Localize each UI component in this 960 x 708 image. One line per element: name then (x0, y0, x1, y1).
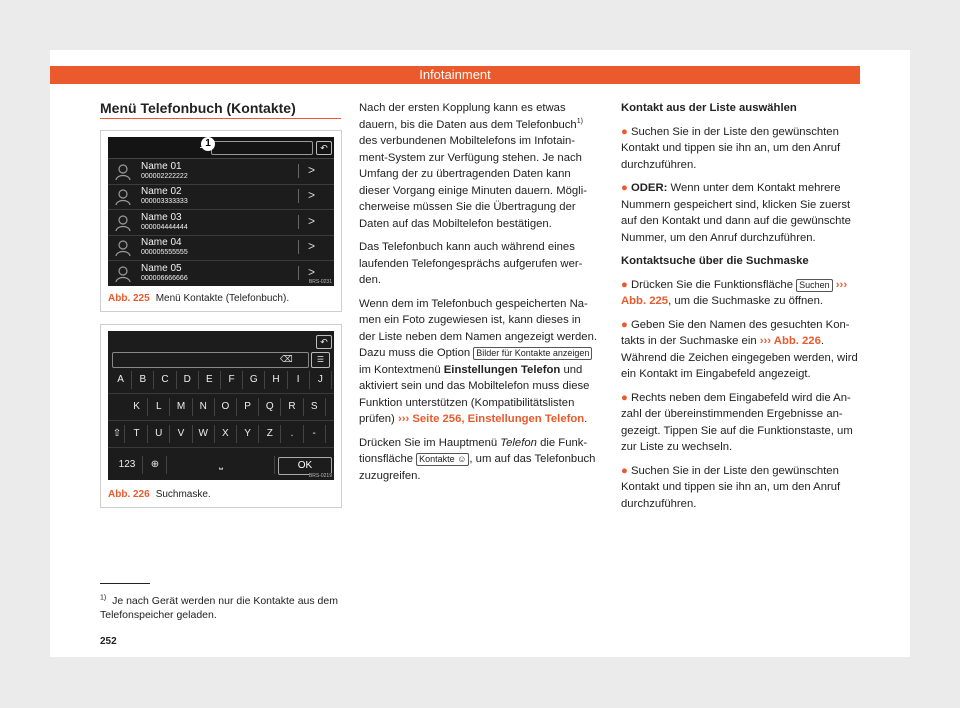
keyboard-screen (108, 331, 334, 480)
bullet-icon: ● (621, 278, 628, 291)
bullet-icon: ● (621, 391, 628, 404)
key[interactable]: P (237, 398, 259, 416)
key[interactable]: R (281, 398, 303, 416)
contact-name: Name 05 (141, 262, 182, 274)
page-reference: ››› Seite 256, Einstellungen Telefon (397, 413, 585, 425)
key[interactable]: V (170, 425, 192, 443)
contact-number: 000002222222 (141, 173, 188, 180)
bullet-item: ● Suchen Sie in der Liste den gewünschten Kontakt und tippen sie ihn an, um den Anruf durchzuführen. (621, 125, 841, 171)
person-icon (113, 188, 133, 206)
key[interactable]: . (281, 425, 303, 443)
contacts-screen (108, 137, 334, 286)
row-divider (298, 266, 299, 280)
key[interactable]: F (221, 371, 243, 389)
show-contact-images-option: Bilder für Kontakte anzeigen (473, 347, 592, 360)
keyboard-topbar (108, 331, 334, 350)
callout-marker: 1 (201, 137, 215, 151)
key[interactable]: N (193, 398, 215, 416)
contact-name: Name 02 (141, 186, 182, 198)
paragraph: Wenn dem im Telefonbuch gespeicherten Namen ein Foto zugewiesen ist, kann dieses in der Liste neben dem Namen angezeigt werden. Dazu muss die Option Bilder für Kontakte anzeigen im Kontextmenü Einstellungen Telefon und aktiviert sein und das Mobiltelefon muss diese Funktion unterstützen (Kompatibilitätslisten prüfen) ››› Seite 256, Einstellungen Telefon. (359, 297, 598, 425)
paragraph: Das Telefonbuch kann auch während eines laufenden Telefongesprächs aufgerufen werden. (359, 241, 583, 286)
key-row-divider (108, 447, 334, 448)
search-button[interactable] (211, 141, 313, 155)
key[interactable]: B (132, 371, 154, 389)
page-number: 252 (100, 636, 117, 647)
person-icon (113, 239, 133, 257)
space-key[interactable]: ⎵ (168, 456, 275, 474)
key[interactable]: W (193, 425, 215, 443)
contacts-topbar (108, 137, 334, 159)
chevron-right-icon[interactable]: > (308, 213, 316, 228)
key[interactable]: H (265, 371, 287, 389)
key-row-divider (108, 420, 334, 421)
text-column-middle (359, 100, 599, 491)
key[interactable]: Q (259, 398, 281, 416)
bullet-item: ● Suchen Sie in der Liste den gewünschten Kontakt und tippen sie ihn an, um den Anruf durchzuführen. (621, 464, 841, 510)
chevron-right-icon[interactable]: > (308, 239, 316, 254)
caption-text: Menü Kontakte (Telefonbuch). (155, 293, 290, 304)
back-icon[interactable]: ↶ (316, 141, 332, 155)
caption-number: Abb. 226 (108, 489, 150, 500)
text-column-right (621, 100, 861, 519)
person-icon (113, 163, 133, 181)
contact-row[interactable] (108, 184, 334, 210)
subheading: Kontaktsuche über die Suchmaske (621, 255, 809, 267)
contact-name: Name 01 (141, 161, 182, 172)
key[interactable]: L (148, 398, 170, 416)
contact-number: 000005555555 (141, 249, 188, 257)
figure-search-mask (100, 324, 342, 508)
figure-caption (108, 489, 211, 500)
paragraph: Nach der ersten Kopplung kann es etwas dauern, bis die Daten aus dem Telefonbuch$^{1)}$ des verbundenen Mobiltelefons im Infotainment-System zur Verfügung stehen. Je nach Umfang der zu übertragenden Daten kann dieser Vorgang einige Minuten dauern. Möglicherweise müssen Sie die Übertragung der Daten auf das Mobiltelefon bestätigen. (359, 102, 587, 230)
contact-name: Name 04 (141, 237, 182, 249)
key[interactable]: D (177, 371, 199, 389)
contacts-icon: ☺ (457, 454, 467, 464)
key[interactable]: U (148, 425, 170, 443)
key[interactable]: S (304, 398, 326, 416)
search-button-label: Suchen (796, 279, 833, 292)
list-icon[interactable]: ☰ (311, 352, 330, 368)
chevron-right-icon[interactable]: > (308, 163, 316, 177)
back-icon[interactable]: ↶ (316, 335, 332, 349)
bullet-icon: ● (621, 464, 628, 477)
key[interactable]: C (154, 371, 176, 389)
person-icon (113, 265, 133, 283)
caption-text: Suchmaske. (155, 489, 211, 500)
globe-icon[interactable]: ⊕ (144, 456, 167, 474)
key[interactable]: - (304, 425, 326, 443)
footnote: $^{1)}$ Je nach Gerät werden nur die Kontakte aus dem Telefonspeicher geladen. (100, 594, 338, 621)
contact-name: Name 03 (141, 211, 182, 223)
key[interactable]: A (110, 371, 132, 389)
figure-contacts-menu (100, 130, 342, 312)
row-divider (298, 189, 299, 203)
row-divider (298, 240, 299, 254)
key[interactable]: Y (237, 425, 259, 443)
chevron-right-icon[interactable]: > (308, 188, 316, 203)
bullet-icon: ● (621, 125, 628, 138)
contact-number: 000003333333 (141, 198, 188, 206)
footnote-rule (100, 583, 150, 584)
key[interactable]: E (199, 371, 221, 389)
figure-code: BRS-0231 (308, 279, 332, 285)
contacts-button-label: Kontakte ☺ (416, 453, 469, 466)
bullet-item: ● Geben Sie den Namen des gesuchten Kontakts in der Suchmaske ein ››› Abb. 226. Während die Zeichen eingegeben werden, wird ein Kontakt im Eingabefeld angezeigt. (621, 318, 858, 380)
key[interactable]: G (243, 371, 265, 389)
bullet-icon: ● (621, 182, 628, 194)
figure-code: BRS-0219 (308, 473, 332, 479)
key[interactable]: O (215, 398, 237, 416)
bullet-item: ● Rechts neben dem Eingabefeld wird die Anzahl der übereinstimmenden Ergebnisse angezeigt. Tippen Sie auf die Funktionstaste, um zur Liste zu wechseln. (621, 391, 853, 453)
section-title: Menü Telefonbuch (Kontakte) (100, 100, 296, 116)
paragraph: Drücken Sie im Hauptmenü Telefon die Funktionsfläche Kontakte ☺ , um auf das Telefonbuch zuzugreifen. (359, 436, 596, 482)
bullet-item: ● ODER: Wenn unter dem Kontakt mehrere Nummern gespeichert sind, klicken Sie zuerst auf den Kontakt und dann auf die gewünschte Nummer, um den Anruf durchzuführen. (621, 182, 851, 244)
contact-row[interactable] (108, 261, 334, 286)
contact-number: 000004444444 (141, 223, 188, 231)
contact-row[interactable] (108, 159, 334, 185)
key[interactable]: J (310, 371, 332, 389)
key-row-divider (108, 393, 334, 394)
caption-number: Abb. 225 (108, 293, 150, 304)
figure-reference: ››› Abb. 225 (621, 278, 848, 307)
row-divider (298, 164, 299, 178)
key[interactable]: Z (259, 425, 281, 443)
figure-caption (108, 293, 289, 304)
contact-row[interactable] (108, 210, 334, 236)
key[interactable]: X (215, 425, 237, 443)
key[interactable]: K (126, 398, 148, 416)
subheading: Kontakt aus der Liste auswählen (621, 102, 797, 114)
shift-icon[interactable]: ⇧ (110, 425, 125, 443)
row-divider (298, 215, 299, 229)
numbers-key[interactable]: 123 (112, 456, 143, 474)
chevron-right-icon[interactable]: > (308, 264, 316, 279)
contact-row[interactable] (108, 235, 334, 261)
footnote-ref: 1) (576, 117, 583, 125)
key[interactable]: I (288, 371, 310, 389)
key[interactable]: T (126, 425, 148, 443)
key[interactable]: M (170, 398, 192, 416)
bullet-item: ● Drücken Sie die Funktionsfläche Suchen ››› Abb. 225, um die Suchmaske zu öffnen. (621, 278, 848, 307)
delete-icon[interactable]: ⌫ (280, 354, 293, 364)
chapter-header: Infotainment (50, 66, 860, 84)
figure-reference: ››› Abb. 226 (759, 335, 821, 347)
person-icon (113, 214, 133, 232)
contact-number: 000006666666 (141, 274, 188, 282)
bullet-icon: ● (621, 318, 628, 331)
title-rule (100, 118, 341, 119)
ok-key[interactable]: OK (278, 457, 332, 475)
